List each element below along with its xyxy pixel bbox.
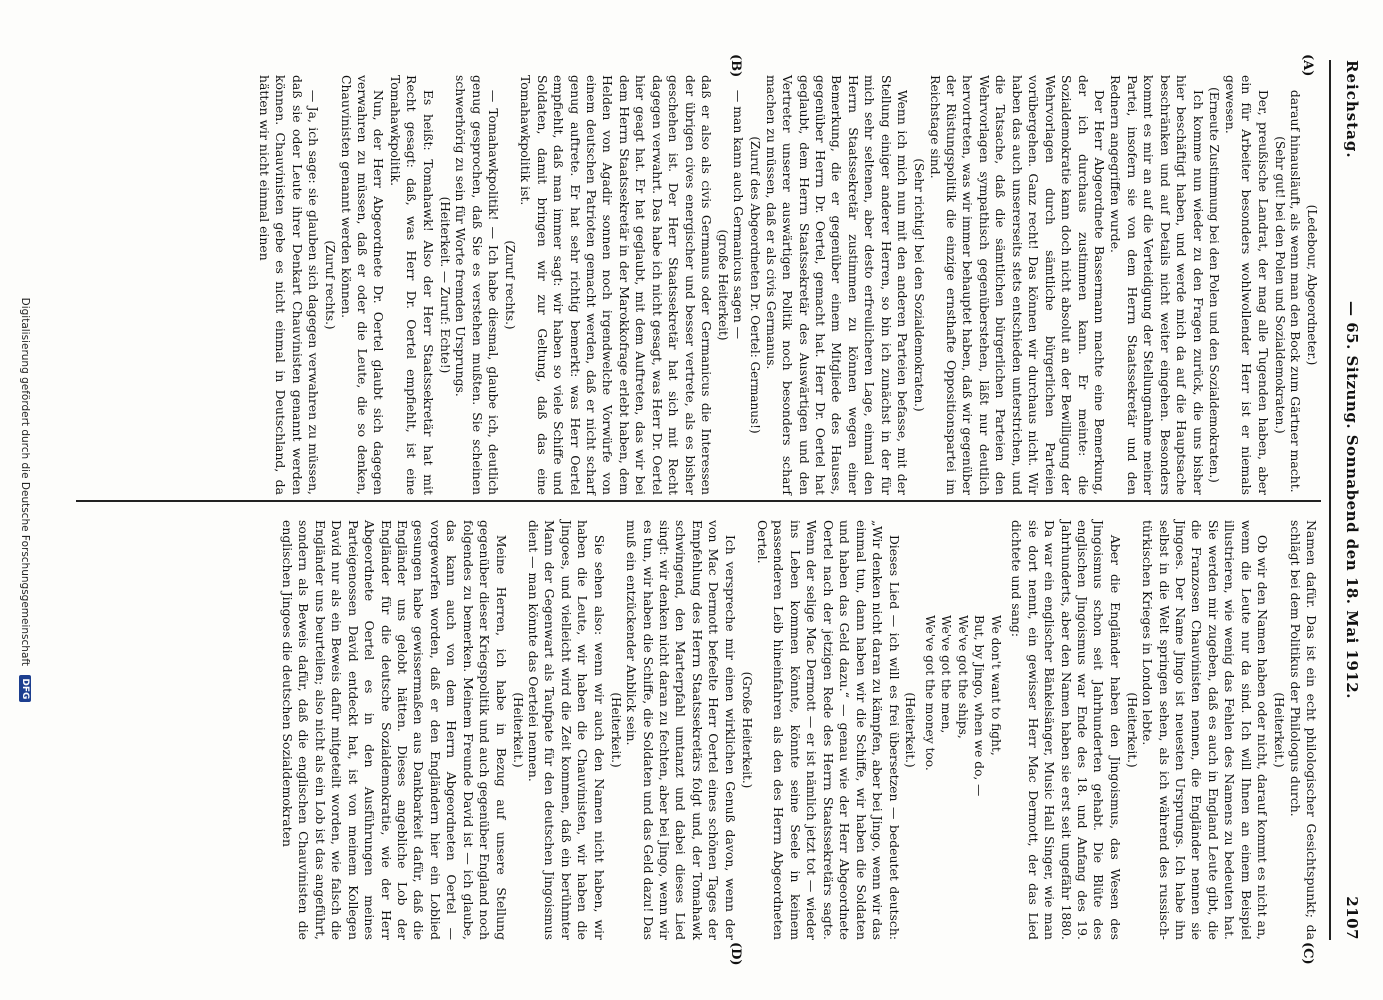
poem-line: But, by Jingo, when we do, — — [972, 615, 987, 797]
column-divider — [76, 500, 1321, 502]
poem-line: We've got the money too. — [922, 615, 937, 771]
poem-block — [921, 615, 1003, 940]
paragraph: Ich komme nun wieder zu den Fragen zurück, die uns bisher hier beschäftigt haben, und werde mich da auf die Hauptsache beschränken und auf Details nicht weiter eingehen. Besonders kommt es mir an auf die Verteidigung der Stellungnahme meiner Partei, insofern sie von dem Herrn Staatssekretär und den Rednern angegriffen wurde. — [1108, 75, 1206, 495]
stage-direction: (Zuruf rechts.) — [502, 240, 517, 330]
stage-direction: (Heiterkeit.) — [1124, 692, 1139, 768]
right-column — [279, 520, 1319, 940]
paragraph: Der Herr Abgeordnete Bassermann machte eine Bemerkung, der ich durchaus zustimmen kann. Er meinte: die Sozialdemokratie kann doch nicht absolut an der Bewilligung der Wehrvorlagen durch sämtliche bürgerlichen Parteien vorübergehen. Ganz recht! Das können wir durchaus nicht. Wir haben das auch unsererseits stets entschieden unterstrichen, und die Tatsache, daß die sämtlichen bürgerlichen Parteien den Wehrvorlagen sympathisch gegenüberstehen, läßt nur deutlich hervortreten, was wir immer behauptet haben, daß wir gegenüber der Rüstungspolitik die einzige ernsthafte Oppositionspartei im Reichstage sind. — [927, 75, 1107, 495]
stage-direction: (Erneute Zustimmung bei den Polen und den Sozialdemokraten.) — [1207, 87, 1222, 483]
paragraph: Ich verspreche mir einen wirklichen Genuß davon, wenn der von Mac Dermott befeelte Herr Oertel eines schönen Tages der Empfehlung des Herrn Staatssekretärs folgt und, der Tomahawk schwingend, den Marterpfahl umtanzt und dabei dieses Lied singt: wir denken nicht daran zu fechten, aber bei Jingo, wenn wir es tun, wir haben die Schiffe, die Soldaten und das Geld dazu! Das muß ein entzückender Anblick sein. — [624, 520, 738, 940]
paragraph: Sie sehen also: wenn wir auch den Namen nicht haben, wir haben die Leute, wir haben die Chauvinisten, wir haben die Jingoes, und vielleicht wird die Zeit kommen, daß ein berühmter Mann der Gegenwart als Taufpate für den deutschen Jingoismus dient — man könnte das Oertelei nennen. — [526, 520, 607, 940]
paragraph: Namen dafür. Das ist ein echt philologischer Gesichtspunkt; da schlägt bei dem Politikus der Philologus durch. — [1287, 520, 1319, 940]
margin-mark-a: (A) — [1300, 54, 1315, 77]
paragraph: — Tomahawkpolitik! — Ich habe diesmal, glaube ich, deutlich genug gesprochen, daß Sie es verstehen mußten. Sie scheinen schwerhörig zu sein für Worte fremden Ursprungs. — [453, 75, 501, 495]
paragraph: Ob wir den Namen haben oder nicht, darauf kommt es nicht an, wenn die Leute nur da sind. Ich will Ihnen an einem Beispiel illustrieren, wie wenig das Fehlen des Namens zu bedeuten hat. Sie werden mir zugeben, daß es auch in England Leute gibt, die die Franzosen Chauvinisten nennen, die Engländer nennen sie Jingoes. Der Name Jingo ist neuesten Ursprungs. Ich habe ihn selbst in die Welt springen sehen, als ich während des russisch-türkischen Krieges in London lebte. — [1140, 520, 1271, 940]
poem-line: We've got the ships, — [955, 615, 970, 739]
paragraph: Der, preußische Landrat, der mag alle Tugenden haben, aber ein für Arbeiter besonders wohlwollender Herr ist er niemals gewesen. — [1222, 75, 1271, 495]
header-center: — 65. Sitzung. Sonnabend den 18. Mai 1912. — [1343, 301, 1361, 699]
paragraph: daß er also als civis Germanus oder Germanicus die Interessen der übrigen cives energischer und besser vertrete, als es bisher geschehen ist. Der Herr Staatssekretär hat sich mit Recht dagegen verwahrt. Das habe ich nicht gesagt, was Herr Dr. Oertel hier geagt hat. Er hat geglaubt, mit dem Auftreten, das wir bei dem Herrn Staatssekretär in der Marokkofrage erlebt haben, dem Helden von Agadir sonnen noch irgendwelche Vorwürfe von einem deutschen Patrioten gemacht werden, daß er nicht scharf genug auftrete. Er hat sehr richtig bemerkt: was Herr Oertel empfiehlt, daß man immer sagt: wir haben so viele Schiffe und Soldaten, damit bringen wir zur Geltung, daß das eine Tomahawkpolitik ist. — [518, 75, 715, 495]
header-rule — [1329, 60, 1331, 940]
margin-mark-b: (B) — [728, 54, 743, 78]
stage-direction: (Sehr gut! bei den Polen und Sozialdemokraten.) — [1272, 136, 1287, 434]
paragraph: Es heißt: Tomahawk! Also der Herr Staatssekretär hat mit Recht gesagt: daß, was Herr Dr. Oertel empfiehlt, ist eine Tomahawkpolitik. — [387, 75, 436, 495]
paragraph: Nun, der Herr Abgeordnete Dr. Oertel glaubt sich dagegen verwahren zu müssen, daß er oder die Leute, die so denken, Chauvinisten genannt werden können. — [338, 75, 387, 495]
stage-direction: (Heiterkeit.) — [1272, 692, 1287, 768]
paragraph: Wenn ich mich nun mit den anderen Parteien befasse, mit der Stellung einiger anderer Herren, so bin ich zunächst in der für mich sehr seltenen, aber desto erfreulicheren Lage, einmal den Herrn Staatssekretär zustimmen zu können wegen einer Bemerkung, die er gegenüber einem Mitgliede des Hauses, gegenüber Herrn Dr. Oertel, gemacht hat. Herr Dr. Oertel hat geglaubt, dem Herrn Staatssekretär des Auswärtigen und den Vertreter unserer auswärtigen Politik noch besonders scharf machen zu müssen, daß er als civis Germanus. — [763, 75, 911, 495]
stage-direction: (große Heiterkeit) — [715, 229, 730, 341]
poem-line: We've got the men, — [939, 615, 954, 734]
paragraph: — man kann auch Germanicus sagen — — [731, 89, 747, 340]
header-left: Reichstag. — [1343, 60, 1361, 159]
footer-text: Digitalisierung gefördert durch die Deutsche Forschungsgemeinschaft — [19, 297, 31, 667]
stage-direction: (Heiterkeit.) — [510, 692, 525, 768]
paragraph: Meine Herren, ich habe in Bezug auf unsere Stellung gegenüber dieser Kriegspolitik und auch gegenüber England noch folgendes zu bemerken. Meinem Freunde David ist — ich glaube, das kann auch von dem Herrn Abgeordneten Oertel — vorgeworfen worden, daß er den Engländern hier ein Loblied gesungen habe gewissermaßen aus Dankbarkeit dafür, daß die Engländer uns gelobt hätten. Dieses angebliche Lob der Engländer für die deutsche Sozialdemokratie, wie der Herr Abgeordnete Oertel es in den Ausführungen meines Parteigenossen David entdeckt hat, ist von meinem Kollegen David nur als ein Beweis dafür mitgeteilt worden, wie falsch die Engländer uns beurteilen; also nicht als ein Lob ist das angeführt, sondern als Beweis dafür, daß die englischen Chauvinisten die englischen Jingoes die deutschen Sozialdemokraten — [280, 520, 509, 940]
stage-direction: (Heiterkeit.) — [608, 692, 623, 768]
paragraph: — Ja, ich sage: sie glauben sich dagegen verwahren zu müssen, daß sie oder Leute ihrer Denkart Chauvinisten genannt werden können. Chauvinisten gebe es nicht einmal in Deutschland, da hätten wir nicht einmal einen — [256, 75, 322, 495]
stage-direction: (Zuruf des Abgeordneten Dr. Oertel: Germanus!) — [748, 136, 763, 434]
stage-direction: (Ledebour, Abgeordneter.) — [1305, 204, 1319, 366]
stage-direction: (Zuruf rechts.) — [323, 240, 338, 330]
paragraph: Dieses Lied — ich will es frei übersetzen — bedeutet deutsch: „Wir denken nicht daran zu kämpfen, aber bei Jingo, wenn wir das einmal tun, dann haben wir die Schiffe, wir haben die Soldaten und haben das Geld dazu.“ — genau wie der Herr Abgeordnete Oertel nach der jetzigen Rede des Herrn Staatssekretärs sagte. Wenn der selige Mac Dermott — er ist nämlich jetzt tot — wieder ins Leben kommen könnte, könnte seine Seele in keinem passenderen Leib hineinfahren als den des Herrn Abgeordneten Oertel. — [755, 520, 902, 940]
left-column — [255, 75, 1319, 495]
footer — [19, 0, 31, 1000]
stage-direction: (Große Heiterkeit.) — [739, 671, 754, 789]
page-header — [1343, 60, 1361, 940]
dfg-logo: DFG — [19, 675, 31, 702]
stage-direction: (Heiterkeit. — Zuruf: Echte!) — [437, 196, 452, 374]
stage-direction: (Sehr richtig! bei den Sozialdemokraten.) — [912, 158, 927, 412]
paragraph: darauf hinausläuft, als wenn man den Bock zum Gärtner macht. — [1288, 89, 1304, 493]
poem-line: We don't want to fight, — [988, 615, 1003, 756]
page-number: 2107 — [1343, 896, 1361, 940]
paragraph: Aber die Engländer haben den Jingoismus, das Wesen des Jingoismus schon seit Jahrhunderten gehabt. Die Blüte des englischen Jingoismus war Ende des 18. und Anfang des 19. Jahrhunderts, aber den Namen haben sie erst seit ungefähr 1880. Da war ein englischer Bänkelsänger, Music Hall Singer, wie man sie dort nennt, ein gewisser Herr Mac Dermott, der das Lied dichtete und sang: — [1009, 520, 1123, 940]
margin-mark-d: (D) — [728, 942, 743, 966]
stage-direction: (Heiterkeit.) — [903, 692, 918, 768]
margin-mark-c: (C) — [1300, 942, 1315, 965]
